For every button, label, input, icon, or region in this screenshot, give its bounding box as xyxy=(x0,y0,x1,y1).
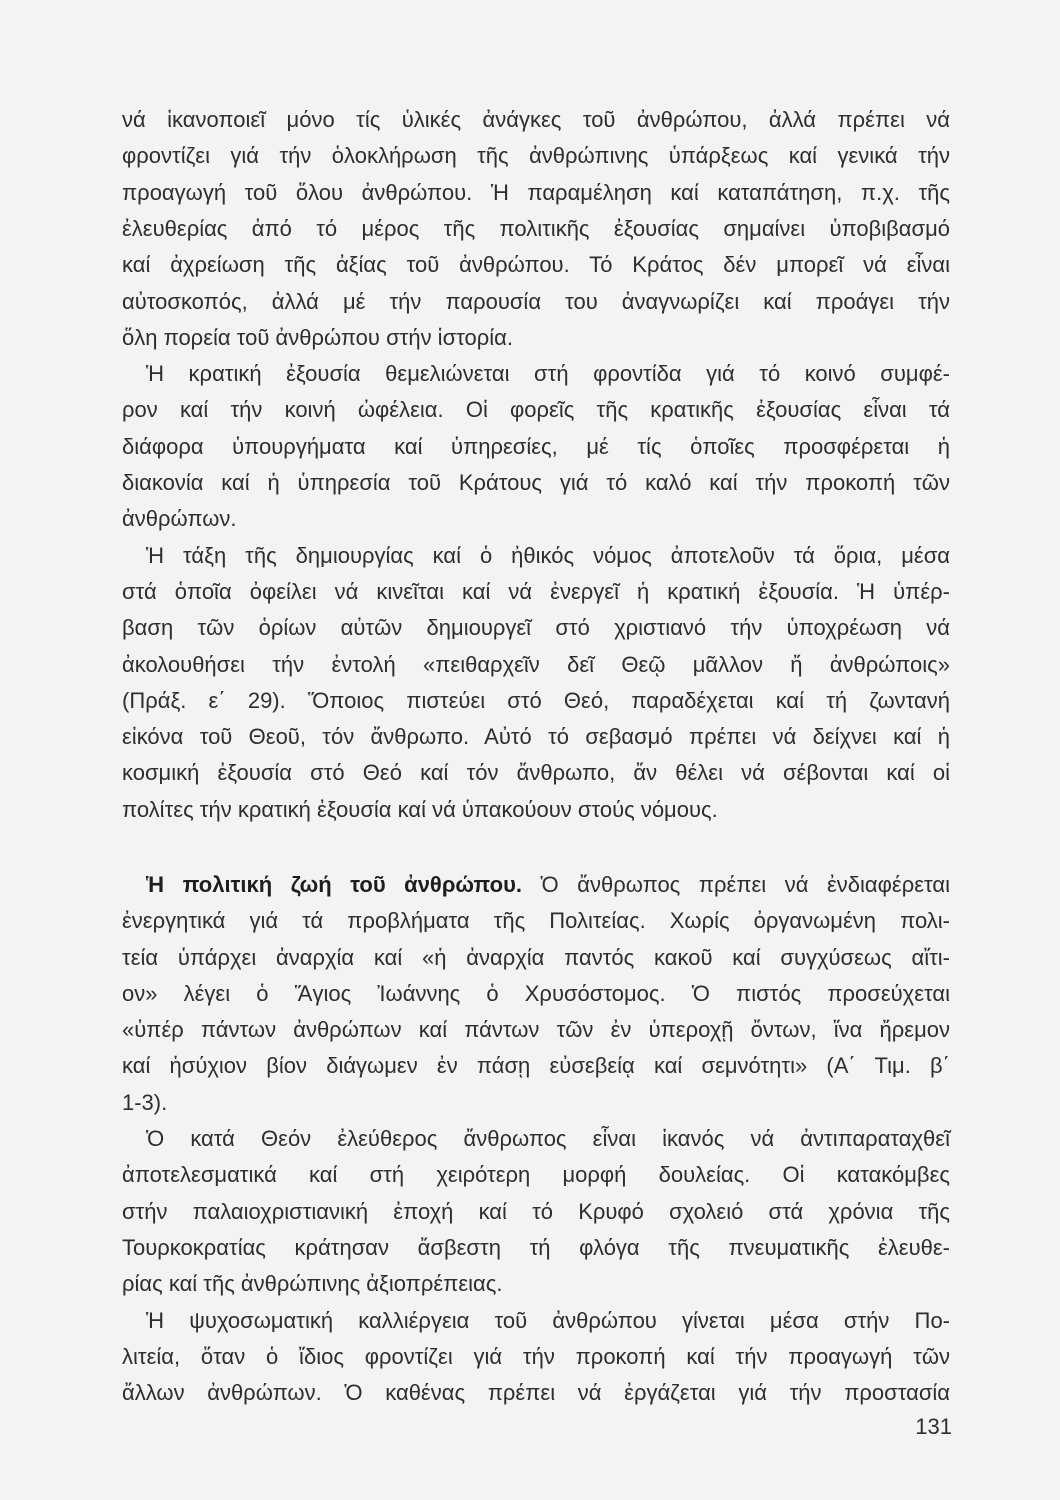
text-line xyxy=(146,1307,950,1335)
text-line xyxy=(122,1089,950,1117)
line-text: Τουρκοκρατίας κράτησαν ἄσβεστη τή φλόγα τῆς πνευματικῆς ἐλευθε- xyxy=(122,1235,950,1260)
text-line xyxy=(122,944,950,972)
line-text: ἐνεργητικά γιά τά προβλήματα τῆς Πολιτείας. Χωρίς ὀργανωμένη πολι- xyxy=(122,908,950,933)
text-line xyxy=(146,360,950,388)
line-text: κοσμική ἐξουσία στό Θεό καί τόν ἄνθρωπο, ἄν θέλει νά σέβονται καί οἱ xyxy=(122,760,950,785)
text-line xyxy=(122,1270,950,1298)
line-text: (Πράξ. ε΄ 29). Ὅποιος πιστεύει στό Θεό, παραδέχεται καί τή ζωντανή xyxy=(122,688,950,713)
text-line xyxy=(146,542,950,570)
text-line xyxy=(122,396,950,424)
text-line xyxy=(122,106,950,134)
line-text: φροντίζει γιά τήν ὁλοκλήρωση τῆς ἀνθρώπινης ὑπάρξεως καί γενικά τήν xyxy=(122,143,950,168)
line-text: Ἡ τάξη τῆς δημιουργίας καί ὁ ἠθικός νόμος ἀποτελοῦν τά ὅρια, μέσα xyxy=(146,543,950,568)
text-line xyxy=(122,1379,950,1407)
line-text: ἀποτελεσματικά καί στή χειρότερη μορφή δουλείας. Οἱ κατακόμβες xyxy=(122,1162,950,1187)
text-line xyxy=(122,1234,950,1262)
text-line xyxy=(122,1016,950,1044)
text-line xyxy=(122,759,950,787)
line-text: καί ἀχρείωση τῆς ἀξίας τοῦ ἀνθρώπου. Τό Κράτος δέν μπορεῖ νά εἶναι xyxy=(122,252,950,277)
line-text: 1-3). xyxy=(122,1090,168,1115)
line-text: ον» λέγει ὁ Ἅγιος Ἰωάννης ὁ Χρυσόστομος. Ὁ πιστός προσεύχεται xyxy=(122,981,950,1006)
text-line xyxy=(122,1343,950,1371)
text-line xyxy=(122,1052,950,1080)
text-line xyxy=(122,1161,950,1189)
line-text: ρον καί τήν κοινή ὠφέλεια. Οἱ φορεῖς τῆς κρατικῆς ἐξουσίας εἶναι τά xyxy=(122,397,950,422)
section-heading: Ἡ πολιτική ζωή τοῦ ἀνθρώπου. xyxy=(146,872,522,897)
line-text: βαση τῶν ὁρίων αὐτῶν δημιουργεῖ στό χριστιανό τήν ὑποχρέωση νά xyxy=(122,615,950,640)
line-text: λιτεία, ὅταν ὁ ἴδιος φροντίζει γιά τήν προκοπή καί τήν προαγωγή τῶν xyxy=(122,1344,950,1369)
line-text: νά ἱκανοποιεῖ μόνο τίς ὑλικές ἀνάγκες τοῦ ἀνθρώπου, ἀλλά πρέπει νά xyxy=(122,107,950,132)
line-text: Ὁ κατά Θεόν ἐλεύθερος ἄνθρωπος εἶναι ἱκανός νά ἀντιπαραταχθεῖ xyxy=(146,1126,950,1151)
line-text: αὐτοσκοπός, ἀλλά μέ τήν παρουσία του ἀναγνωρίζει καί προάγει τήν xyxy=(122,289,950,314)
text-line xyxy=(122,288,950,316)
text-line xyxy=(122,723,950,751)
text-line xyxy=(122,433,950,461)
line-text: ἀκολουθήσει τήν ἐντολή «πειθαρχεῖν δεῖ Θεῷ μᾶλλον ἤ ἀνθρώποις» xyxy=(122,652,950,677)
line-text: ἐλευθερίας ἀπό τό μέρος τῆς πολιτικῆς ἐξουσίας σημαίνει ὑποβιβασμό xyxy=(122,216,950,241)
text-line xyxy=(122,578,950,606)
line-text: Ὁ ἄνθρωπος πρέπει νά ἐνδιαφέρεται xyxy=(522,872,951,897)
line-text: ἀνθρώπων. xyxy=(122,506,237,531)
text-line xyxy=(122,651,950,679)
line-text: καί ἡσύχιον βίον διάγωμεν ἐν πάσῃ εὐσεβείᾳ καί σεμνότητι» (Α΄ Τιμ. β΄ xyxy=(122,1053,950,1078)
line-text: διάφορα ὑπουργήματα καί ὑπηρεσίες, μέ τίς ὁποῖες προσφέρεται ἡ xyxy=(122,434,950,459)
text-line xyxy=(122,215,950,243)
line-text: τεία ὑπάρχει ἀναρχία καί «ἡ ἀναρχία παντός κακοῦ καί συγχύσεως αἴτι- xyxy=(122,945,950,970)
line-text: προαγωγή τοῦ ὅλου ἀνθρώπου. Ἡ παραμέληση καί καταπάτηση, π.χ. τῆς xyxy=(122,180,950,205)
line-text: ὅλη πορεία τοῦ ἀνθρώπου στήν ἱστορία. xyxy=(122,325,513,350)
page-number: 131 xyxy=(915,1414,952,1439)
text-line xyxy=(122,796,950,824)
text-line xyxy=(122,324,950,352)
text-line xyxy=(122,179,950,207)
line-text: διακονία καί ἡ ὑπηρεσία τοῦ Κράτους γιά τό καλό καί τήν προκοπή τῶν xyxy=(122,470,950,495)
text-line xyxy=(122,142,950,170)
line-text: στήν παλαιοχριστιανική ἐποχή καί τό Κρυφό σχολειό στά χρόνια τῆς xyxy=(122,1199,950,1224)
text-line xyxy=(122,907,950,935)
text-line xyxy=(122,614,950,642)
line-text: Ἡ ψυχοσωματική καλλιέργεια τοῦ ἀνθρώπου γίνεται μέσα στήν Πο- xyxy=(146,1308,950,1333)
text-line xyxy=(122,1198,950,1226)
text-line xyxy=(122,505,950,533)
text-line xyxy=(122,469,950,497)
text-line xyxy=(122,687,950,715)
line-text: ἄλλων ἀνθρώπων. Ὁ καθένας πρέπει νά ἐργάζεται γιά τήν προστασία xyxy=(122,1380,950,1405)
line-text: «ὑπέρ πάντων ἀνθρώπων καί πάντων τῶν ἐν ὑπεροχῇ ὄντων, ἵνα ἤρεμον xyxy=(122,1017,950,1042)
line-text: ρίας καί τῆς ἀνθρώπινης ἀξιοπρέπειας. xyxy=(122,1271,503,1296)
text-line xyxy=(122,251,950,279)
line-text: εἰκόνα τοῦ Θεοῦ, τόν ἄνθρωπο. Αὐτό τό σεβασμό πρέπει νά δείχνει καί ἡ xyxy=(122,724,950,749)
line-text: πολίτες τήν κρατική ἐξουσία καί νά ὑπακούουν στούς νόμους. xyxy=(122,797,718,822)
line-text: στά ὁποῖα ὀφείλει νά κινεῖται καί νά ἐνεργεῖ ἡ κρατική ἐξουσία. Ἡ ὑπέρ- xyxy=(122,579,950,604)
text-line xyxy=(146,1125,950,1153)
text-line xyxy=(122,980,950,1008)
line-text: Ἡ κρατική ἐξουσία θεμελιώνεται στή φροντίδα γιά τό κοινό συμφέ- xyxy=(146,361,950,386)
text-line xyxy=(146,871,950,899)
